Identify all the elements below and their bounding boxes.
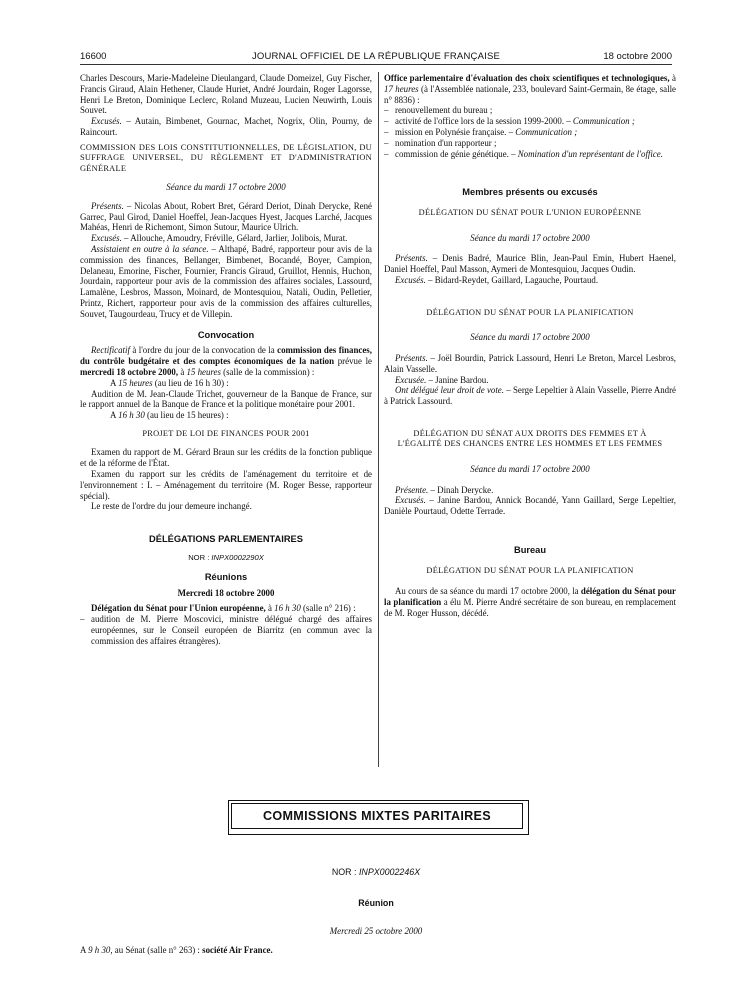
excuses-femmes-paragraph: Excusés. – Janine Bardou, Annick Bocandé, Yann Gaillard, Serge Lepeltier, Danièle Pourtaud, Odette Terrade. xyxy=(384,495,676,517)
journal-title: JOURNAL OFFICIEL DE LA RÉPUBLIQUE FRANÇAISE xyxy=(251,51,501,62)
examen-paragraph-2: Examen du rapport sur les crédits de l'aménagement du territoire et de l'environnement : I. – Aménagement du territoire (M. Roger Besse, rapporteur spécial). xyxy=(80,468,372,501)
excuses-ue-paragraph: Excusés. – Bidard-Reydet, Gaillard, Lagauche, Pourtaud. xyxy=(395,274,599,285)
air-france-line: A 9 h 30, au Sénat (salle n° 263) : société Air France. xyxy=(80,945,273,955)
convocation-heading: Convocation xyxy=(197,329,255,340)
a15-line: A 15 heures (au lieu de 16 h 30) : xyxy=(110,377,229,388)
page-number: 16600 xyxy=(80,51,107,62)
assistaient-paragraph: Assistaient en outre à la séance. – Althapé, Badré, rapporteur pour avis de la commission des finances, Bellanger, Bimbenet, Bocandé, Boyer, Campion, Delaneau, Emorine, Fischer, Fournier, Francis Giraud, Gruillot, Hennis, Huchon, Jourdain, rapporteur pour avis de la commission des affaires sociales, Lassourd, Lamalène, Lesbros, Masson, Moinard, de Montesquiou, Natali, Oudin, Pelletier, Printz, Richert, rapporteur pour avis de la commission des affaires culturelles, Souvet, Taugourdeau, Trucy et de Villepin. xyxy=(80,243,372,319)
examen-paragraph-1: Examen du rapport de M. Gérard Braun sur les crédits de la fonction publique et de la réforme de l'État. xyxy=(80,447,372,469)
commission-lois-heading: COMMISSION DES LOIS CONSTITUTIONNELLES, DE LÉGISLATION, DU SUFFRAGE UNIVERSEL, DU RÈGLEMENT ET D'ADMINISTRATION GÉNÉRALE xyxy=(80,142,372,173)
delegation-plan-heading: DÉLÉGATION DU SÉNAT POUR LA PLANIFICATION xyxy=(426,307,634,317)
presents-plan-paragraph: Présents. – Joël Bourdin, Patrick Lassourd, Henri Le Breton, Marcel Lesbros, Alain Vasselle. xyxy=(384,352,676,374)
excusee-plan-paragraph: Excusée. – Janine Bardou. xyxy=(395,374,489,385)
page-header xyxy=(80,51,672,65)
delegation-ue-paragraph: Délégation du Sénat pour l'Union européenne, à 16 h 30 (salle n° 216) : xyxy=(91,603,356,614)
agenda-item: – audition de M. Pierre Moscovici, ministre délégué chargé des affaires européennes, sur le Conseil européen de Biarritz (en commun avec la commission des affaires étrangères). xyxy=(80,614,372,646)
reunion-heading: Réunion xyxy=(358,898,394,908)
agenda-item: – renouvellement du bureau ; xyxy=(384,105,676,116)
office-paragraph: Office parlementaire d'évaluation des choix scientifiques et technologiques, à 17 heures (à l'Assemblée nationale, 233, boulevard Saint-Germain, 8e étage, salle n° 8836) : xyxy=(384,73,676,105)
excuses-paragraph-2: Excusés. – Allouche, Amoudry, Fréville, Gélard, Jarlier, Jolibois, Murat. xyxy=(91,233,348,244)
bureau-paragraph: Au cours de sa séance du mardi 17 octobre 2000, la délégation du Sénat pour la planification a élu M. Pierre André secrétaire de son bureau, en remplacement de M. Roger Husson, décédé. xyxy=(384,586,676,618)
delegation-plan-heading-2: DÉLÉGATION DU SÉNAT POUR LA PLANIFICATION xyxy=(426,565,634,575)
presents-paragraph: Présents. – Nicolas About, Robert Bret, Gérard Deriot, Dinah Derycke, René Garrec, Paul Girod, Daniel Hoeffel, Jean-Jacques Hyest, Jacques Larché, Jacques Mahéas, Henri de Richemont, Simon Sutour, Maurice Ulrich. xyxy=(80,200,372,233)
ont-delegue-paragraph: Ont délégué leur droit de vote. – Serge Lepeltier à Alain Vasselle, Pierre André à Patrick Lassourd. xyxy=(384,385,676,407)
reunions-heading: Réunions xyxy=(204,571,248,582)
attendee-names: Charles Descours, Marie-Madeleine Dieulangard, Claude Domeizel, Guy Fischer, Francis Giraud, Alain Hethener, Claude Huriet, André Jourdain, Roger Lagorsse, Henri Le Breton, Dominique Leclerc, Roland Muzeau, Lucien Neuwirth, Louis Souvet. xyxy=(80,73,372,116)
agenda-item: – commission de génie génétique. – Nomination d'un représentant de l'office. xyxy=(384,149,676,160)
seance-date-plan: Séance du mardi 17 octobre 2000 xyxy=(470,332,590,343)
seance-date-ue: Séance du mardi 17 octobre 2000 xyxy=(470,232,590,243)
excuses-paragraph: Excusés. – Autain, Bimbenet, Gournac, Machet, Nogrix, Olin, Pourny, de Raincourt. xyxy=(80,116,372,137)
membres-heading: Membres présents ou excusés xyxy=(462,187,598,198)
nor-line-1: NOR : INPX0002290X xyxy=(188,552,264,562)
trichet-paragraph: Audition de M. Jean-Claude Trichet, gouverneur de la Banque de France, sur le rapport annuel de la Banque de France et la politique monétaire pour 2001. xyxy=(80,388,372,410)
header-rule xyxy=(80,64,672,65)
agenda-item: – mission en Polynésie française. – Communication ; xyxy=(384,127,676,138)
agenda-item: – nomination d'un rapporteur ; xyxy=(384,138,676,149)
mercredi-25-heading: Mercredi 25 octobre 2000 xyxy=(329,926,423,936)
right-column xyxy=(384,73,676,619)
agenda-item: – activité de l'office lors de la session 1999-2000. – Communication ; xyxy=(384,116,676,127)
delegations-heading: DÉLÉGATIONS PARLEMENTAIRES xyxy=(149,534,303,545)
a16-line: A 16 h 30 (au lieu de 15 heures) : xyxy=(110,410,229,421)
office-agenda xyxy=(384,105,676,159)
cmp-box-title: COMMISSIONS MIXTES PARITAIRES xyxy=(231,803,523,829)
delegation-agenda xyxy=(80,614,372,646)
reste-paragraph: Le reste de l'ordre du jour demeure inchangé. xyxy=(91,501,252,512)
delegation-ue-heading: DÉLÉGATION DU SÉNAT POUR L'UNION EUROPÉENNE xyxy=(418,208,642,218)
issue-date: 18 octobre 2000 xyxy=(603,51,672,62)
rectificatif-paragraph: Rectificatif à l'ordre du jour de la convocation de la commission des finances, du contrôle budgétaire et des comptes économiques de la nation prévue le mercredi 18 octobre 2000, à 15 heures (salle de la commission) : xyxy=(80,345,373,377)
seance-date: Séance du mardi 17 octobre 2000 xyxy=(166,182,286,192)
nor-line-2: NOR : INPX0002246X xyxy=(331,867,421,877)
presente-paragraph: Présente. – Dinah Derycke. xyxy=(395,484,494,495)
presents-ue-paragraph: Présents. – Denis Badré, Maurice Blin, Jean-Paul Emin, Hubert Haenel, Daniel Hoeffel, Paul Masson, Aymeri de Montesquiou, Jacques Oudin. xyxy=(384,253,676,275)
column-divider xyxy=(378,72,379,767)
projet-loi-heading: PROJET DE LOI DE FINANCES POUR 2001 xyxy=(142,428,310,438)
delegation-femmes-heading: DÉLÉGATION DU SÉNAT AUX DROITS DES FEMMES ET À L'ÉGALITÉ DES CHANCES ENTRE LES HOMMES ET LES FEMMES xyxy=(397,428,663,449)
seance-date-femmes: Séance du mardi 17 octobre 2000 xyxy=(470,463,590,474)
mercredi-heading: Mercredi 18 octobre 2000 xyxy=(177,587,275,598)
bureau-heading: Bureau xyxy=(513,544,547,555)
left-column xyxy=(80,73,372,647)
